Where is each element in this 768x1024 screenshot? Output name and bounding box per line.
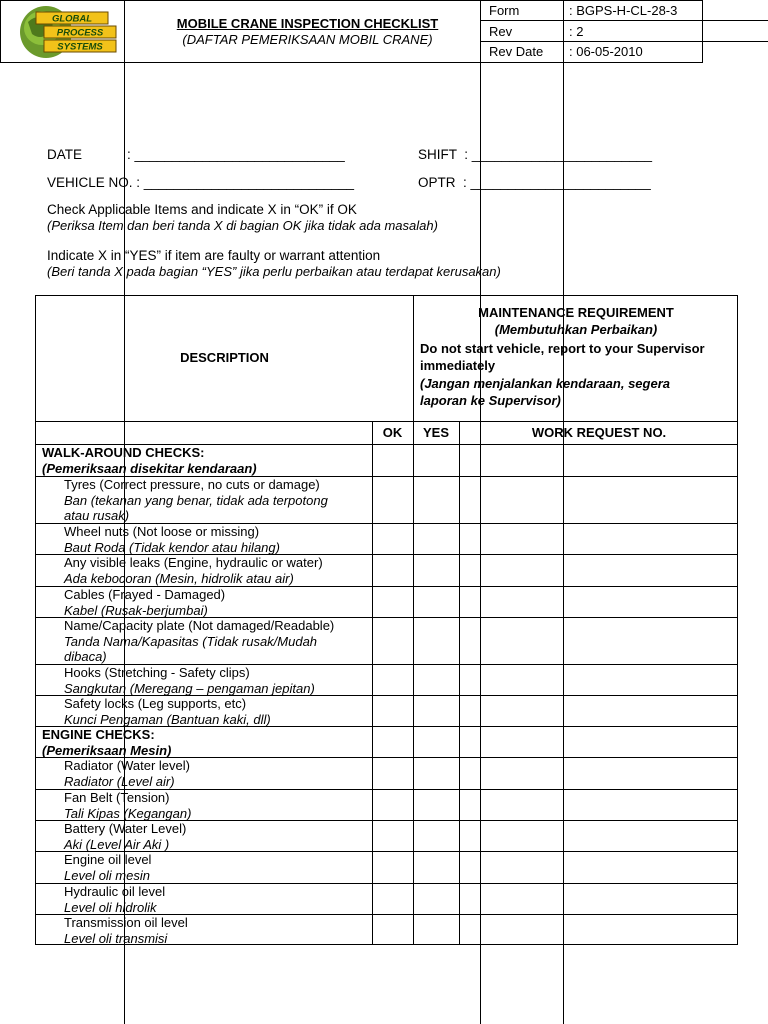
ok-cell[interactable] (373, 727, 413, 757)
inspection-table (35, 295, 738, 945)
yes-cell[interactable] (414, 587, 459, 617)
ok-cell[interactable] (373, 618, 413, 664)
form-subtitle: (DAFTAR PEMERIKSAAN MOBIL CRANE) (182, 32, 433, 47)
ok-cell[interactable] (373, 555, 413, 586)
maintenance-subtitle: (Membutuhkan Perbaikan) (494, 322, 658, 337)
item-label: Radiator (Water level) (64, 758, 190, 773)
maintenance-title: MAINTENANCE REQUIREMENT (478, 305, 674, 320)
ok-cell[interactable] (373, 445, 413, 476)
item-label: Name/Capacity plate (Not damaged/Readable) (64, 618, 335, 633)
item-translation: Ada kebocoran (Mesin, hidrolik atau air) (64, 570, 294, 586)
instruction-ok-translation: (Periksa Item dan beri tanda X di bagian OK jika tidak ada masalah) (47, 218, 438, 233)
meta-value-rev-date: : 06-05-2010 (569, 44, 643, 59)
yes-cell[interactable] (414, 884, 459, 914)
logo-word-3: SYSTEMS (57, 41, 103, 53)
yes-cell[interactable] (414, 727, 459, 757)
yes-cell[interactable] (414, 915, 459, 945)
yes-cell[interactable] (414, 852, 459, 883)
ok-cell[interactable] (373, 696, 413, 726)
work-request-cell[interactable] (460, 665, 738, 695)
ok-cell[interactable] (373, 477, 413, 523)
work-request-cell[interactable] (460, 618, 738, 664)
ok-cell[interactable] (373, 821, 413, 851)
item-translation: Level oli hidrolik (64, 899, 157, 915)
ok-cell[interactable] (373, 524, 413, 554)
work-request-cell[interactable] (460, 477, 738, 523)
meta-key-form: Form (489, 3, 520, 18)
work-request-cell[interactable] (460, 587, 738, 617)
item-label: Cables (Frayed - Damaged) (64, 587, 226, 602)
work-request-cell[interactable] (460, 555, 738, 586)
shift-field[interactable]: SHIFT : ________________________ (418, 147, 652, 162)
work-request-cell[interactable] (460, 727, 738, 757)
item-translation: Tali Kipas (Kegangan) (64, 805, 192, 821)
ok-cell[interactable] (373, 852, 413, 883)
yes-cell[interactable] (414, 618, 459, 664)
maintenance-note-1: Do not start vehicle, report to your Supervisor (420, 341, 705, 356)
meta-value-form: : BGPS-H-CL-28-3 (569, 3, 678, 18)
item-label: Engine oil level (64, 852, 152, 867)
item-label: Any visible leaks (Engine, hydraulic or water) (64, 555, 323, 570)
maintenance-note-2: immediately (420, 358, 496, 373)
col-work-request-header: WORK REQUEST NO. (531, 425, 667, 440)
vehicle-no-field[interactable]: VEHICLE NO. : ____________________________ (47, 175, 354, 190)
yes-cell[interactable] (414, 665, 459, 695)
item-translation: Aki (Level Air Aki ) (64, 836, 170, 852)
yes-cell[interactable] (414, 477, 459, 523)
section-label: (Pemeriksaan disekitar kendaraan) (42, 460, 257, 476)
item-label: Hooks (Stretching - Safety clips) (64, 665, 250, 680)
yes-cell[interactable] (414, 821, 459, 851)
item-translation: Ban (tekanan yang benar, tidak ada terpotong (64, 492, 328, 508)
meta-key-rev-date: Rev Date (489, 44, 544, 59)
operator-field[interactable]: OPTR : ________________________ (418, 175, 651, 190)
ok-cell[interactable] (373, 587, 413, 617)
meta-value-rev: : 2 (569, 24, 584, 39)
work-request-cell[interactable] (460, 884, 738, 914)
item-label: Hydraulic oil level (64, 884, 166, 899)
work-request-cell[interactable] (460, 915, 738, 945)
yes-cell[interactable] (414, 696, 459, 726)
item-translation: Baut Roda (Tidak kendor atau hilang) (64, 539, 280, 555)
item-label: Safety locks (Leg supports, etc) (64, 696, 247, 711)
item-translation: Sangkutan (Meregang – pengaman jepitan) (64, 680, 315, 696)
section-label: (Pemeriksaan Mesin) (42, 742, 172, 758)
form-header (0, 0, 703, 63)
item-translation: Kabel (Rusak-berjumbai) (64, 602, 208, 618)
item-translation: Level oli mesin (64, 867, 150, 883)
item-label: Wheel nuts (Not loose or missing) (64, 524, 260, 539)
work-request-cell[interactable] (460, 758, 738, 789)
item-translation: atau rusak) (64, 508, 130, 523)
item-label: Tyres (Correct pressure, no cuts or damage) (64, 477, 320, 492)
logo-word-2: PROCESS (56, 27, 104, 39)
item-label: Battery (Water Level) (64, 821, 187, 836)
work-request-cell[interactable] (460, 852, 738, 883)
instruction-yes-translation: (Beri tanda X pada bagian “YES” jika perlu perbaikan atau terdapat kerusakan) (47, 264, 501, 279)
description-header: DESCRIPTION (180, 350, 269, 365)
ok-cell[interactable] (373, 758, 413, 789)
col-yes-header: YES (422, 425, 449, 440)
yes-cell[interactable] (414, 524, 459, 554)
item-label: Transmission oil level (64, 915, 188, 930)
ok-cell[interactable] (373, 884, 413, 914)
ok-cell[interactable] (373, 665, 413, 695)
work-request-cell[interactable] (460, 790, 738, 820)
item-translation: Kunci Pengaman (Bantuan kaki, dll) (64, 711, 271, 727)
company-logo (6, 4, 118, 60)
meta-key-rev: Rev (489, 24, 513, 39)
item-label: Fan Belt (Tension) (64, 790, 170, 805)
yes-cell[interactable] (414, 555, 459, 586)
work-request-cell[interactable] (460, 445, 738, 476)
date-field[interactable]: DATE : ____________________________ (47, 147, 345, 162)
section-label: WALK-AROUND CHECKS: (42, 445, 205, 460)
yes-cell[interactable] (414, 790, 459, 820)
work-request-cell[interactable] (460, 696, 738, 726)
logo-word-1: GLOBAL (51, 13, 93, 25)
col-ok-header: OK (382, 425, 403, 440)
item-translation: dibaca) (64, 649, 107, 664)
item-translation: Level oli transmisi (64, 930, 168, 946)
maintenance-note-3: (Jangan menjalankan kendaraan, segera (420, 376, 670, 391)
ok-cell[interactable] (373, 790, 413, 820)
form-title: MOBILE CRANE INSPECTION CHECKLIST (176, 16, 439, 31)
maintenance-note-4: laporan ke Supervisor) (420, 393, 561, 408)
instruction-ok: Check Applicable Items and indicate X in “OK” if OK (47, 202, 357, 217)
item-translation: Tanda Nama/Kapasitas (Tidak rusak/Mudah (64, 633, 318, 649)
work-request-cell[interactable] (460, 821, 738, 851)
yes-cell[interactable] (414, 445, 459, 476)
section-label: ENGINE CHECKS: (42, 727, 155, 742)
work-request-cell[interactable] (460, 524, 738, 554)
yes-cell[interactable] (414, 758, 459, 789)
item-translation: Radiator (Level air) (64, 773, 175, 789)
instruction-yes: Indicate X in “YES” if item are faulty or warrant attention (47, 248, 381, 263)
ok-cell[interactable] (373, 915, 413, 945)
